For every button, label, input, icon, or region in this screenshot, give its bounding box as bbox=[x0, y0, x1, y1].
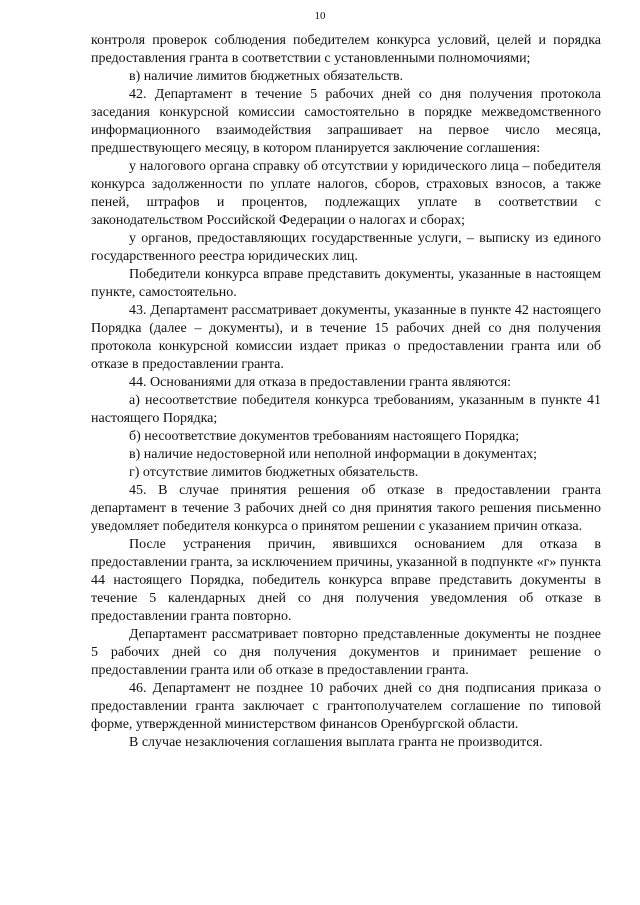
paragraph: 43. Департамент рассматривает документы, указанные в пункте 42 настоящего Порядка (далее – документы), и в течение 15 рабочих дней со дня получения протокола конкурсной комиссии издает приказ о предоставлении гранта или об отказе в предоставлении гранта. bbox=[91, 303, 601, 372]
paragraph: 45. В случае принятия решения об отказе в предоставлении гранта департамент в течение 3 рабочих дней со дня принятия такого решения письменно уведомляет победителя конкурса о принятом решении с указанием причин отказа. bbox=[91, 483, 601, 534]
paragraph: 46. Департамент не позднее 10 рабочих дней со дня подписания приказа о предоставлении гранта заключает с грантополучателем соглашение по типовой форме, утвержденной министерством финансов Оренбургской области. bbox=[91, 681, 601, 732]
paragraph: 44. Основаниями для отказа в предоставлении гранта являются: bbox=[129, 375, 512, 390]
paragraph: в) наличие лимитов бюджетных обязательств. bbox=[129, 69, 404, 84]
document-body bbox=[91, 32, 601, 752]
paragraph: контроля проверок соблюдения победителем конкурса условий, целей и порядка предоставления гранта в соответствии с установленными полномочиями; bbox=[91, 33, 601, 66]
paragraph: г) отсутствие лимитов бюджетных обязательств. bbox=[129, 465, 419, 480]
paragraph: у органов, предоставляющих государственные услуги, – выписку из единого государственного реестра юридических лиц. bbox=[91, 231, 601, 264]
paragraph: у налогового органа справку об отсутствии у юридического лица – победителя конкурса задолженности по уплате налогов, сборов, страховых взносов, а также пеней, штрафов и процентов, подлежащих уплате в соответствии с законодательством Российской Федерации о налогах и сборах; bbox=[91, 159, 601, 228]
paragraph: а) несоответствие победителя конкурса требованиям, указанным в пункте 41 настоящего Порядка; bbox=[91, 393, 601, 426]
paragraph: Победители конкурса вправе представить документы, указанные в настоящем пункте, самостоятельно. bbox=[91, 267, 601, 300]
paragraph: Департамент рассматривает повторно представленные документы не позднее 5 рабочих дней со дня получения документов и принимает решение о предоставлении гранта или об отказе в предоставлении гранта. bbox=[91, 627, 601, 678]
paragraph: В случае незаключения соглашения выплата гранта не производится. bbox=[129, 735, 543, 750]
page-number: 10 bbox=[314, 10, 326, 22]
paragraph: После устранения причин, явившихся основанием для отказа в предоставлении гранта, за исключением причины, указанной в подпункте «г» пункта 44 настоящего Порядка, победитель конкурса вправе представить документы в течение 5 календарных дней со дня получения уведомления об отказе в предоставлении гранта повторно. bbox=[91, 537, 601, 624]
paragraph: б) несоответствие документов требованиям настоящего Порядка; bbox=[129, 429, 520, 444]
paragraph: 42. Департамент в течение 5 рабочих дней со дня получения протокола заседания конкурсной комиссии самостоятельно в порядке межведомственного информационного взаимодействия запрашивает на первое число месяца, предшествующего месяцу, в котором планируется заключение соглашения: bbox=[91, 87, 601, 156]
paragraph: в) наличие недостоверной или неполной информации в документах; bbox=[129, 447, 538, 462]
